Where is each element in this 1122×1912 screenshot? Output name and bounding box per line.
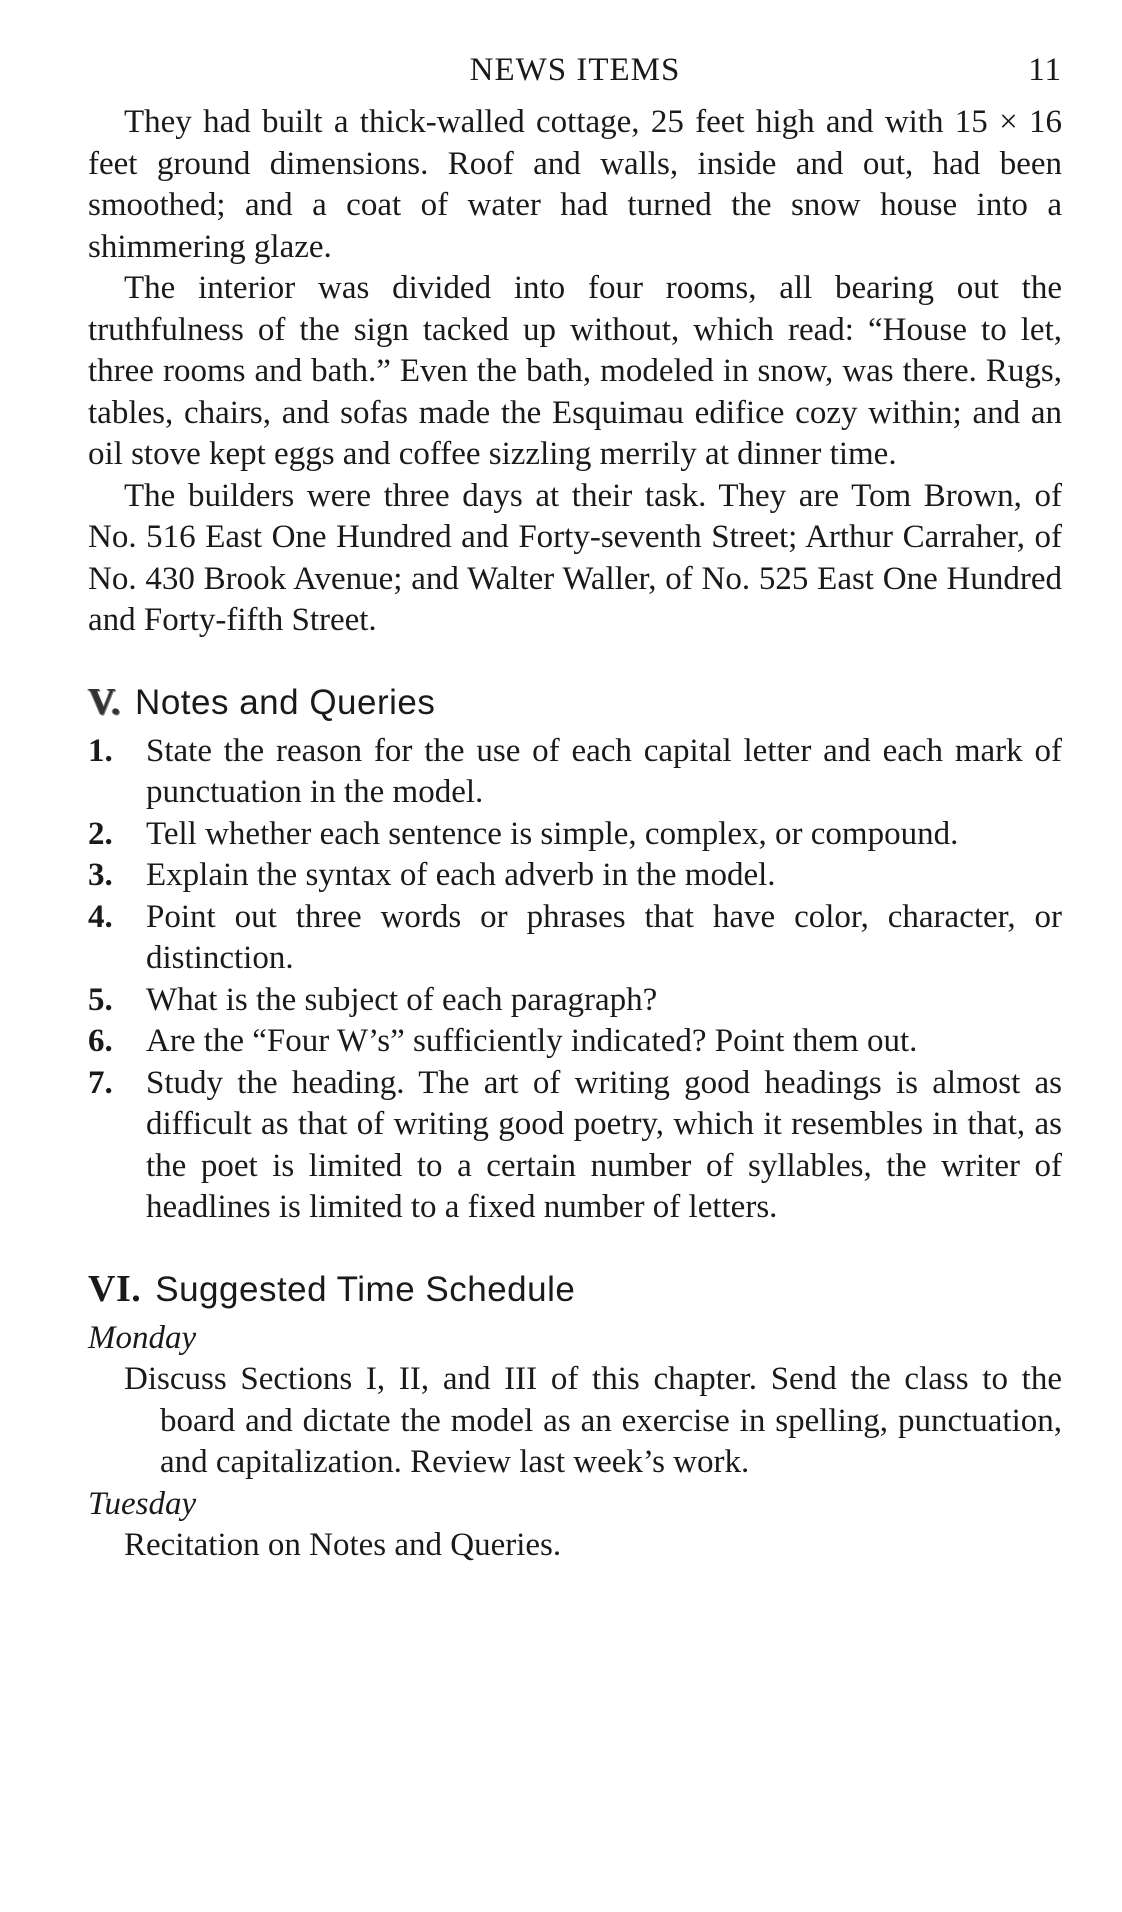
schedule-day: Tuesday [88, 1485, 197, 1522]
notes-heading [88, 680, 1062, 725]
schedule-day-text: Recitation on Notes and Queries. [124, 1527, 562, 1563]
paragraph: The builders were three days at their task. They are Tom Brown, of No. 516 East One Hundred and Forty-seventh Street; Arthur Carraher, of No. 430 Brook Avenue; and Walter Waller, of No. 525 East One Hundred and Forty-fifth Street. [88, 477, 1062, 638]
running-head-title: NEWS ITEMS [469, 52, 681, 88]
item-text: Explain the syntax of each adverb in the model. [146, 857, 776, 893]
list-item [88, 731, 1062, 814]
item-number: 6. [88, 1023, 113, 1059]
item-number: 4. [88, 898, 113, 935]
list-item [88, 1021, 1062, 1063]
item-text: Are the “Four W’s” sufficiently indicated? Point them out. [146, 1023, 918, 1059]
item-number: 7. [88, 1064, 113, 1101]
list-item [88, 980, 1062, 1022]
list-item [88, 814, 1062, 856]
body-text [88, 102, 1062, 642]
item-number: 2. [88, 815, 113, 852]
item-number: 1. [88, 732, 113, 769]
schedule-heading-numeral: VI. [88, 1267, 142, 1310]
paragraph: The interior was divided into four rooms, all bearing out the truthfulness of the sign tacked up without, which read: “House to let, three rooms and bath.” Even the bath, modeled in snow, was there. Rugs, tables, chairs, and sofas made the Esquimau edifice cozy within; and an oil stove kept eggs and coffee sizzling merrily at dinner time. [88, 270, 1062, 472]
item-number: 3. [88, 857, 113, 893]
item-text: Point out three words or phrases that have color, character, or distinction. [146, 898, 1062, 976]
item-text: Tell whether each sentence is simple, complex, or compound. [146, 815, 959, 852]
notes-list [88, 731, 1062, 1229]
list-item [88, 1063, 1062, 1229]
page-number: 11 [1028, 52, 1062, 88]
item-text: Study the heading. The art of writing good headings is almost as difficult as that of writing good poetry, which it resembles in that, as the poet is limited to a certain number of syllables, the writer of headlines is limited to a fixed number of letters. [146, 1064, 1062, 1225]
schedule-day: Monday [88, 1319, 197, 1356]
schedule-heading [88, 1267, 1062, 1312]
item-text: What is the subject of each paragraph? [146, 981, 658, 1018]
list-item [88, 897, 1062, 980]
item-text: State the reason for the use of each capital letter and each mark of punctuation in the model. [146, 732, 1062, 810]
paragraph: They had built a thick-walled cottage, 25 feet high and with 15 × 16 feet ground dimensions. Roof and walls, inside and out, had been smoothed; and a coat of water had turned the snow house into a shimmering glaze. [88, 104, 1062, 265]
list-item [88, 855, 1062, 897]
notes-heading-title: Notes and Queries [135, 682, 436, 722]
notes-heading-numeral: V. [88, 680, 122, 723]
schedule-heading-title: Suggested Time Schedule [155, 1269, 576, 1309]
running-head [88, 52, 1062, 102]
schedule [88, 1318, 1062, 1567]
schedule-day-text: Discuss Sections I, II, and III of this chapter. Send the class to the board and dictate the model as an exercise in spelling, punctuation, and capitalization. Review last week’s work. [124, 1361, 1062, 1480]
item-number: 5. [88, 981, 113, 1018]
